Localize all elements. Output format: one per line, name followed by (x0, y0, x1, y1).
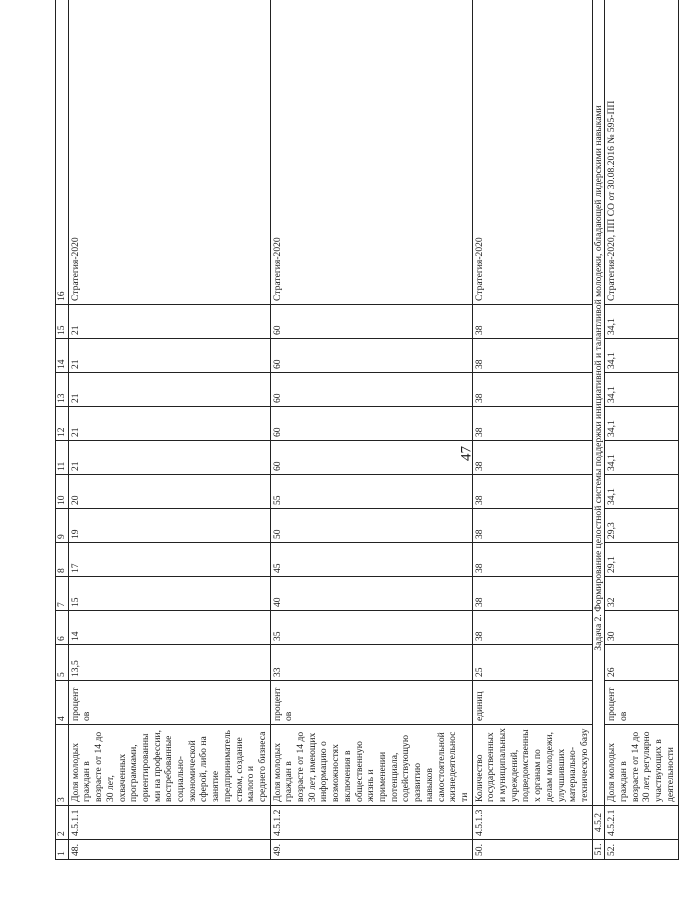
task-row-51 (592, 0, 605, 860)
header-cell: 4 (56, 681, 69, 725)
value-14: 60 (270, 339, 472, 373)
value-9: 38 (472, 509, 592, 543)
unit: единиц (472, 681, 592, 725)
header-cell: 13 (56, 373, 69, 407)
source: Стратегия-2020 (472, 0, 592, 305)
value-9: 50 (270, 509, 472, 543)
row-number: 50. (472, 840, 592, 860)
value-6: 38 (472, 611, 592, 645)
page-number: 47 (458, 446, 475, 461)
row-number: 52. (605, 840, 678, 860)
header-cell: 10 (56, 475, 69, 509)
table-row-50 (472, 0, 592, 860)
value-11: 34,1 (605, 441, 678, 475)
value-5: 13,5 (68, 645, 270, 681)
header-cell: 8 (56, 543, 69, 577)
value-6: 35 (270, 611, 472, 645)
value-7: 38 (472, 577, 592, 611)
header-cell: 2 (56, 806, 69, 840)
value-8: 17 (68, 543, 270, 577)
value-11: 60 (270, 441, 472, 475)
header-cell: 3 (56, 725, 69, 806)
value-14: 21 (68, 339, 270, 373)
indicator-code: 4.5.1.3 (472, 806, 592, 840)
value-10: 55 (270, 475, 472, 509)
value-9: 19 (68, 509, 270, 543)
header-row (56, 0, 69, 860)
table-row-48 (68, 0, 270, 860)
table-row-49 (270, 0, 472, 860)
unit: процентов (270, 681, 472, 725)
value-15: 38 (472, 305, 592, 339)
unit: процентов (605, 681, 678, 725)
value-8: 38 (472, 543, 592, 577)
indicator-code: 4.5.1.1 (68, 806, 270, 840)
value-5: 33 (270, 645, 472, 681)
value-13: 34,1 (605, 373, 678, 407)
value-15: 60 (270, 305, 472, 339)
header-cell: 12 (56, 407, 69, 441)
header-cell: 5 (56, 645, 69, 681)
value-11: 21 (68, 441, 270, 475)
value-7: 32 (605, 577, 678, 611)
source: Стратегия-2020 (270, 0, 472, 305)
row-number: 48. (68, 840, 270, 860)
value-10: 20 (68, 475, 270, 509)
indicator-name: Количество государственных и муниципальных учреждений, подведомственных органам по делам молодежи, улучшивших материально-техническую базу (472, 725, 592, 806)
value-8: 45 (270, 543, 472, 577)
row-number: 51. (592, 840, 605, 860)
header-cell: 16 (56, 0, 69, 305)
source: Стратегия-2020 (68, 0, 270, 305)
value-12: 34,1 (605, 407, 678, 441)
value-8: 29,1 (605, 543, 678, 577)
value-12: 38 (472, 407, 592, 441)
header-cell: 9 (56, 509, 69, 543)
value-14: 34,1 (605, 339, 678, 373)
indicator-code: 4.5.2 (592, 806, 605, 840)
header-cell: 14 (56, 339, 69, 373)
indicator-name: Доля молодых граждан в возрасте от 14 до 30 лет, охваченных программами, ориентированными на профессии, востребованные социально-экономической сферой, либо на занятие предпринимательством, создание малого и среднего бизнеса (68, 725, 270, 806)
header-cell: 7 (56, 577, 69, 611)
value-15: 21 (68, 305, 270, 339)
value-7: 15 (68, 577, 270, 611)
unit: процентов (68, 681, 270, 725)
rotated-table-container (55, 41, 676, 860)
value-11: 38 (472, 441, 592, 475)
table-row-52 (605, 0, 678, 860)
value-5: 25 (472, 645, 592, 681)
value-13: 21 (68, 373, 270, 407)
header-cell: 6 (56, 611, 69, 645)
value-13: 60 (270, 373, 472, 407)
value-10: 38 (472, 475, 592, 509)
value-15: 34,1 (605, 305, 678, 339)
value-6: 14 (68, 611, 270, 645)
source: Стратегия-2020, ПП СО от 30.08.2016 № 595-ПП (605, 0, 678, 305)
indicator-code: 4.5.1.2 (270, 806, 472, 840)
value-12: 21 (68, 407, 270, 441)
indicators-table (55, 0, 679, 860)
header-cell: 15 (56, 305, 69, 339)
indicator-name: Доля молодых граждан в возрасте от 14 до 30 лет, имеющих информацию о возможностях включения в общественную жизнь и применении потенциала, содействующую развитию навыков самостоятельной жизнедеятельности (270, 725, 472, 806)
value-5: 26 (605, 645, 678, 681)
indicator-code: 4.5.2.1 (605, 806, 678, 840)
header-cell: 11 (56, 441, 69, 475)
value-14: 38 (472, 339, 592, 373)
indicator-name: Доля молодых граждан в возрасте от 14 до 30 лет, регулярно участвующих в деятельности (605, 725, 678, 806)
value-13: 38 (472, 373, 592, 407)
value-9: 29,3 (605, 509, 678, 543)
header-cell: 1 (56, 840, 69, 860)
task-title: Задача 2. Формирование целостной системы поддержки инициативной и талантливой молодежи, обладающей лидерскими навыками (592, 0, 605, 806)
row-number: 49. (270, 840, 472, 860)
value-10: 34,1 (605, 475, 678, 509)
value-12: 60 (270, 407, 472, 441)
value-6: 30 (605, 611, 678, 645)
value-7: 40 (270, 577, 472, 611)
